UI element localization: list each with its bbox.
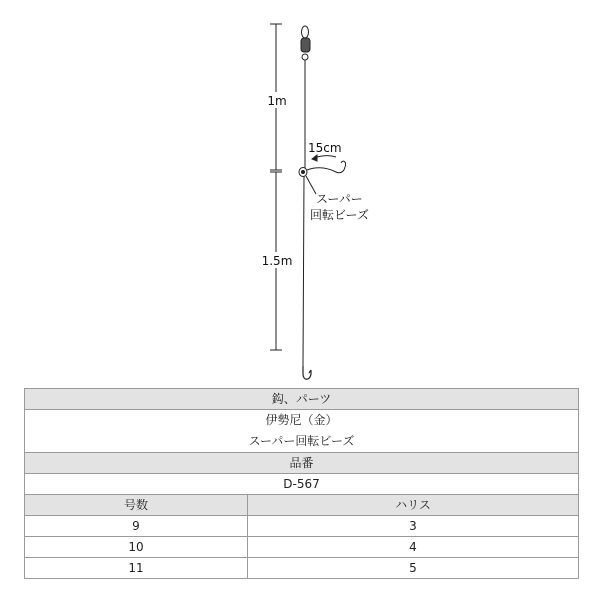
size-cell: 9 [25, 516, 248, 537]
parts-header: 鈎、パーツ [25, 389, 579, 410]
harisu-column-header: ハリス [248, 495, 579, 516]
parts-header-row [25, 389, 579, 410]
top-length-label: 1m [267, 94, 287, 108]
part-item: 伊勢尼（金） [265, 413, 338, 427]
part-no-row [25, 474, 579, 495]
part-no-header-row [25, 453, 579, 474]
branch-arrow [312, 155, 336, 161]
hook-icon [303, 366, 311, 379]
bottom-length-label: 1.5m [261, 254, 293, 268]
part-item: スーパー回転ビーズ [248, 434, 355, 448]
column-header-row [25, 495, 579, 516]
swivel-icon [301, 26, 310, 66]
branch-length-label: 15cm [308, 141, 342, 155]
harisu-cell: 5 [248, 558, 579, 579]
bead-label-line2: 回転ビーズ [310, 208, 369, 222]
table-row [25, 558, 579, 579]
lower-line [303, 176, 304, 366]
size-cell: 10 [25, 537, 248, 558]
table-row [25, 537, 579, 558]
table-row [25, 516, 579, 537]
bead-label-line1: スーパー [316, 192, 363, 206]
spec-table [24, 388, 579, 579]
branch-line [307, 161, 346, 173]
parts-cell [25, 410, 579, 453]
part-no-header: 品番 [25, 453, 579, 474]
size-cell: 11 [25, 558, 248, 579]
rotating-bead-icon [299, 168, 307, 177]
size-column-header: 号数 [25, 495, 248, 516]
harisu-cell: 3 [248, 516, 579, 537]
parts-row [25, 410, 579, 453]
part-no-cell: D-567 [25, 474, 579, 495]
harisu-cell: 4 [248, 537, 579, 558]
bead-leader-line [306, 176, 316, 194]
